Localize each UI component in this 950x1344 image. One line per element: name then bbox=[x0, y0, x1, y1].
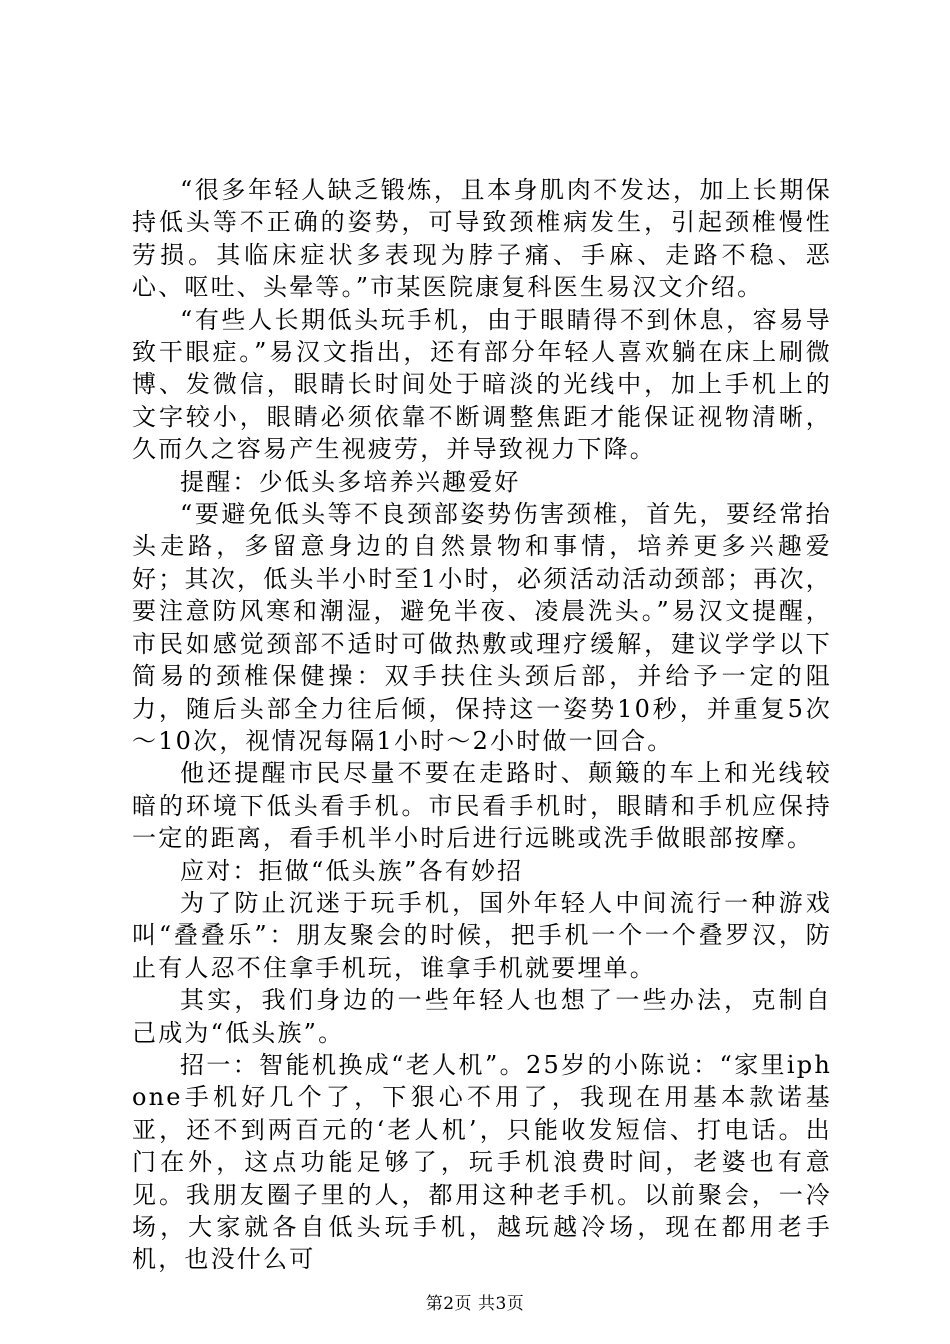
paragraph-tip-one: 招一：智能机换成“老人机”。25岁的小陈说：“家里iphone手机好几个了，下狠心不用了，我现在用基本款诺基亚，还不到两百元的‘老人机’，只能收发短信、打电话。出门在外，这点功能足够了，玩手机浪费时间，老婆也有意见。我朋友圈子里的人，都用这种老手机。以前聚会，一冷场，大家就各自低头玩手机，越玩越冷场，现在都用老手机，也没什么可 bbox=[132, 1050, 832, 1274]
paragraph-neck-symptoms: “很多年轻人缺乏锻炼，且本身肌肉不发达，加上长期保持低头等不正确的姿势，可导致颈椎病发生，引起颈椎慢性劳损。其临床症状多表现为脖子痛、手麻、走路不稳、恶心、呕吐、头晕等。”市某医院康复科医生易汉文介绍。 bbox=[132, 176, 832, 302]
paragraph-dry-eye: “有些人长期低头玩手机，由于眼睛得不到休息，容易导致干眼症。”易汉文指出，还有部分年轻人喜欢躺在床上刷微博、发微信，眼睛长时间处于暗淡的光线中，加上手机上的文字较小，眼睛必须依靠不断调整焦距才能保证视物清晰，久而久之容易产生视疲劳，并导致视力下降。 bbox=[132, 305, 832, 464]
paragraph-phone-stacking-game: 为了防止沉迷于玩手机，国外年轻人中间流行一种游戏叫“叠叠乐”：朋友聚会的时候，把手机一个一个叠罗汉，防止有人忍不住拿手机玩，谁拿手机就要埋单。 bbox=[132, 888, 832, 982]
page-number-footer: 第2页 共3页 bbox=[425, 1294, 525, 1314]
section-heading-countermeasures: 应对：拒做“低头族”各有妙招 bbox=[180, 856, 524, 885]
paragraph-neck-exercise: “要避免低头等不良颈部姿势伤害颈椎，首先，要经常抬头走路，多留意身边的自然景物和事情，培养更多兴趣爱好；其次，低头半小时至1小时，必须活动活动颈部；再次，要注意防风寒和潮湿，避免半夜、凌晨洗头。”易汉文提醒，市民如感觉颈部不适时可做热敷或理疗缓解，建议学学以下简易的颈椎保健操：双手扶住头颈后部，并给予一定的阻力，随后头部全力往后倾，保持这一姿势10秒，并重复5次～10次，视情况每隔1小时～2小时做一回合。 bbox=[132, 500, 832, 755]
paragraph-young-people-methods: 其实，我们身边的一些年轻人也想了一些办法，克制自己成为“低头族”。 bbox=[132, 986, 832, 1047]
paragraph-phone-distance: 他还提醒市民尽量不要在走路时、颠簸的车上和光线较暗的环境下低头看手机。市民看手机时，眼睛和手机应保持一定的距离，看手机半小时后进行远眺或洗手做眼部按摩。 bbox=[132, 759, 832, 853]
section-heading-reminder: 提醒：少低头多培养兴趣爱好 bbox=[180, 467, 521, 496]
document-body bbox=[132, 174, 832, 1276]
